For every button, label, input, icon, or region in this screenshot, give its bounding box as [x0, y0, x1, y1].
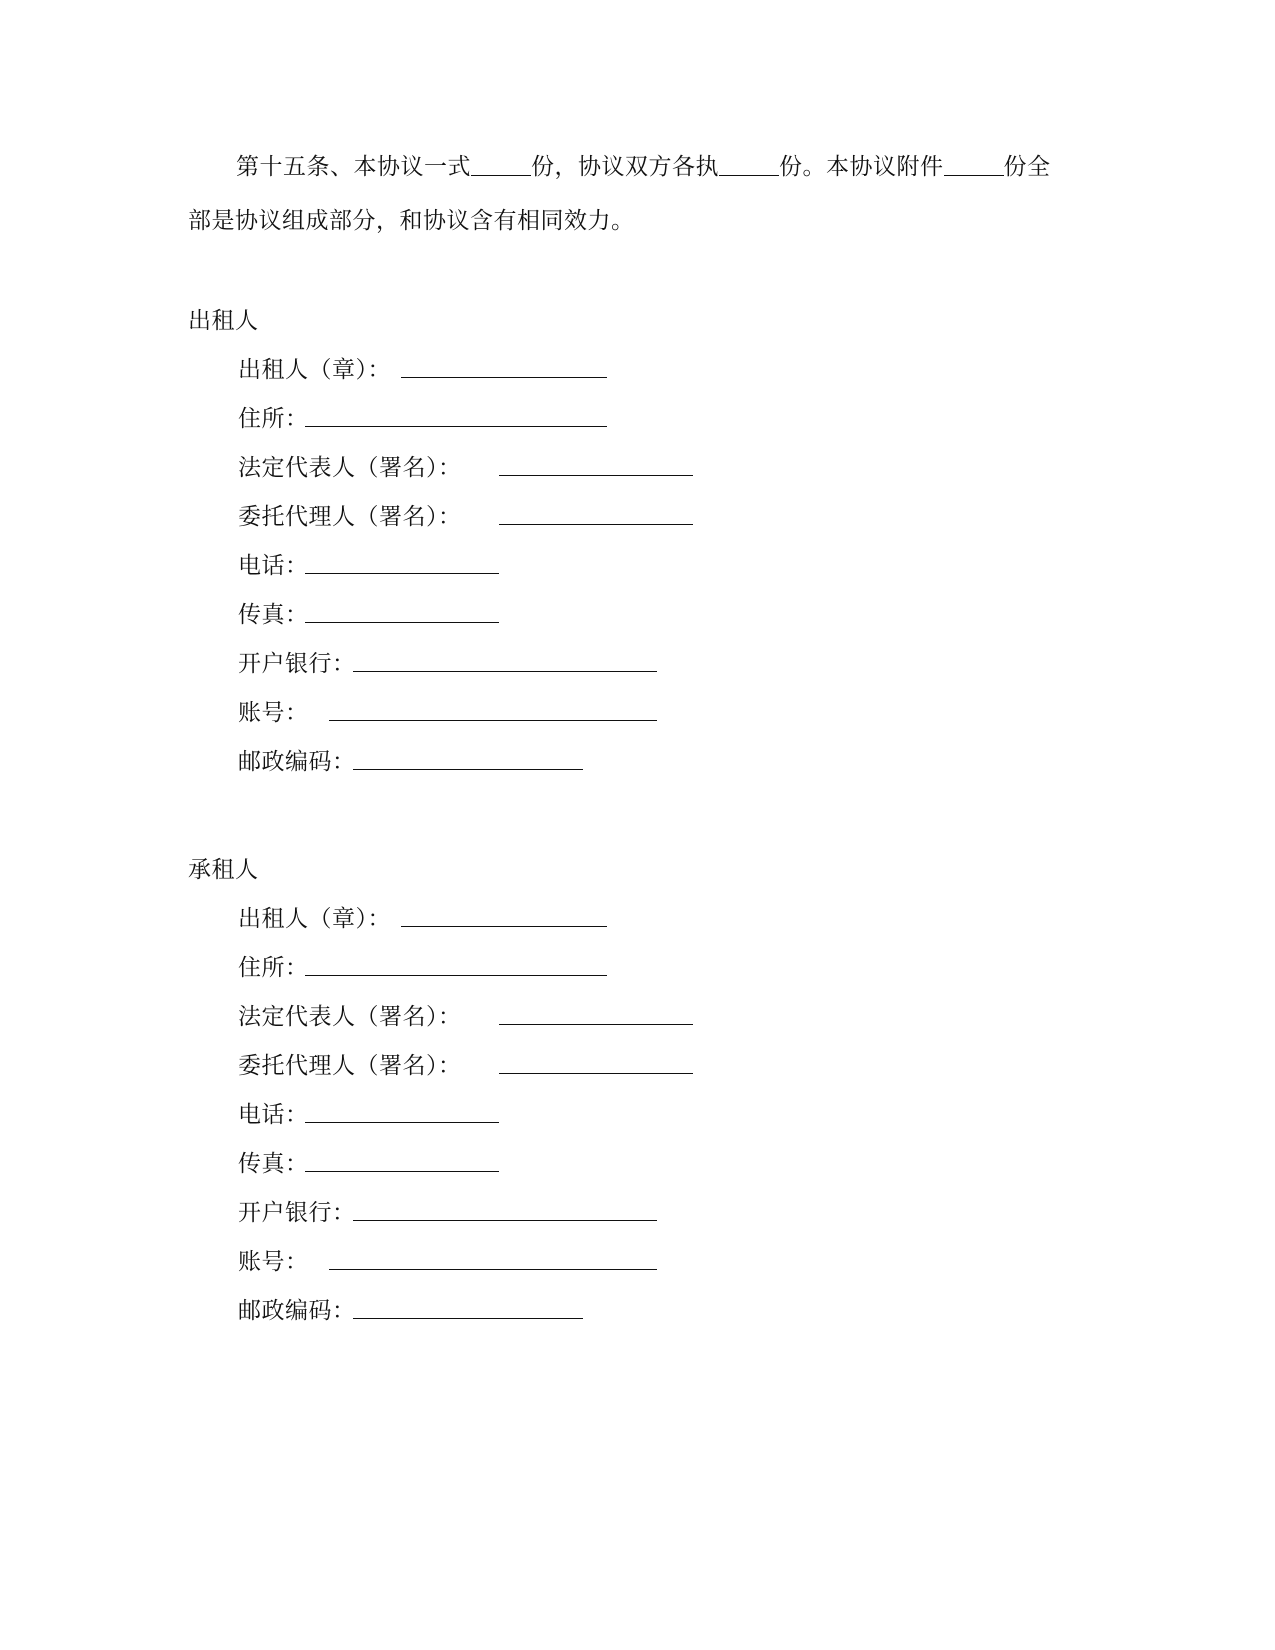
lessor-postcode-blank[interactable] — [353, 769, 583, 770]
lessee-agent-label: 委托代理人（署名）： — [238, 1053, 462, 1079]
lessee-legal-rep-blank[interactable] — [499, 1024, 693, 1025]
lessor-phone-blank[interactable] — [305, 573, 499, 574]
lessor-seal-blank[interactable] — [401, 377, 607, 378]
attachment-copies-blank[interactable] — [944, 151, 1004, 176]
lessor-seal-field — [238, 351, 391, 381]
lessee-postcode-label: 邮政编码： — [238, 1298, 356, 1324]
clause-line-1 — [188, 140, 1088, 194]
lessee-account-label: 账号： — [238, 1249, 309, 1275]
lessor-agent-blank[interactable] — [499, 524, 693, 525]
lessor-section-title: 出租人 — [188, 308, 259, 334]
lessor-seal-label: 出租人（章）： — [238, 357, 391, 383]
lessor-address-field — [238, 400, 309, 430]
lessor-legal-rep-blank[interactable] — [499, 475, 693, 476]
lessor-agent-field — [238, 498, 462, 528]
lessee-bank-blank[interactable] — [353, 1220, 657, 1221]
copies-each-blank[interactable] — [719, 151, 779, 176]
lessor-address-label: 住所： — [238, 406, 309, 432]
lessor-phone-label: 电话： — [238, 553, 309, 579]
clause-text-3: 份。本协议附件 — [779, 154, 944, 180]
lessee-postcode-blank[interactable] — [353, 1318, 583, 1319]
lessor-bank-field — [238, 645, 356, 675]
copies-total-blank[interactable] — [471, 151, 531, 176]
lessor-bank-label: 开户银行： — [238, 651, 356, 677]
lessee-seal-label: 出租人（章）： — [238, 906, 391, 932]
lessor-legal-rep-label: 法定代表人（署名）： — [238, 455, 462, 481]
lessor-fax-field — [238, 596, 309, 626]
lessee-section-title: 承租人 — [188, 857, 259, 883]
lessee-phone-field — [238, 1096, 309, 1126]
lessee-seal-blank[interactable] — [401, 926, 607, 927]
lessor-fax-label: 传真： — [238, 602, 309, 628]
lessor-agent-label: 委托代理人（署名）： — [238, 504, 462, 530]
lessee-address-field — [238, 949, 309, 979]
lessee-agent-field — [238, 1047, 462, 1077]
lessor-postcode-field — [238, 743, 356, 773]
lessee-postcode-field — [238, 1292, 356, 1322]
clause-fifteen — [188, 140, 1088, 248]
lessor-postcode-label: 邮政编码： — [238, 749, 356, 775]
lessee-bank-field — [238, 1194, 356, 1224]
lessor-address-blank[interactable] — [305, 426, 607, 427]
lessee-address-label: 住所： — [238, 955, 309, 981]
lessor-account-label: 账号： — [238, 700, 309, 726]
lessee-agent-blank[interactable] — [499, 1073, 693, 1074]
lessee-legal-rep-label: 法定代表人（署名）： — [238, 1004, 462, 1030]
lessor-phone-field — [238, 547, 309, 577]
lessor-bank-blank[interactable] — [353, 671, 657, 672]
clause-text-4: 份全 — [1003, 154, 1051, 180]
lessee-account-blank[interactable] — [329, 1269, 657, 1270]
lessee-seal-field — [238, 900, 391, 930]
lessor-account-field — [238, 694, 309, 724]
lessee-phone-label: 电话： — [238, 1102, 309, 1128]
lessee-address-blank[interactable] — [305, 975, 607, 976]
lessee-fax-blank[interactable] — [305, 1171, 499, 1172]
lessee-bank-label: 开户银行： — [238, 1200, 356, 1226]
lessee-phone-blank[interactable] — [305, 1122, 499, 1123]
lessee-legal-rep-field — [238, 998, 462, 1028]
lessee-fax-label: 传真： — [238, 1151, 309, 1177]
lessor-fax-blank[interactable] — [305, 622, 499, 623]
clause-line-2: 部是协议组成部分，和协议含有相同效力。 — [188, 208, 635, 234]
clause-text-2: 份，协议双方各执 — [531, 154, 719, 180]
lessor-legal-rep-field — [238, 449, 462, 479]
lessor-account-blank[interactable] — [329, 720, 657, 721]
clause-text-1: 第十五条、本协议一式 — [236, 154, 471, 180]
lessee-fax-field — [238, 1145, 309, 1175]
lessee-account-field — [238, 1243, 309, 1273]
